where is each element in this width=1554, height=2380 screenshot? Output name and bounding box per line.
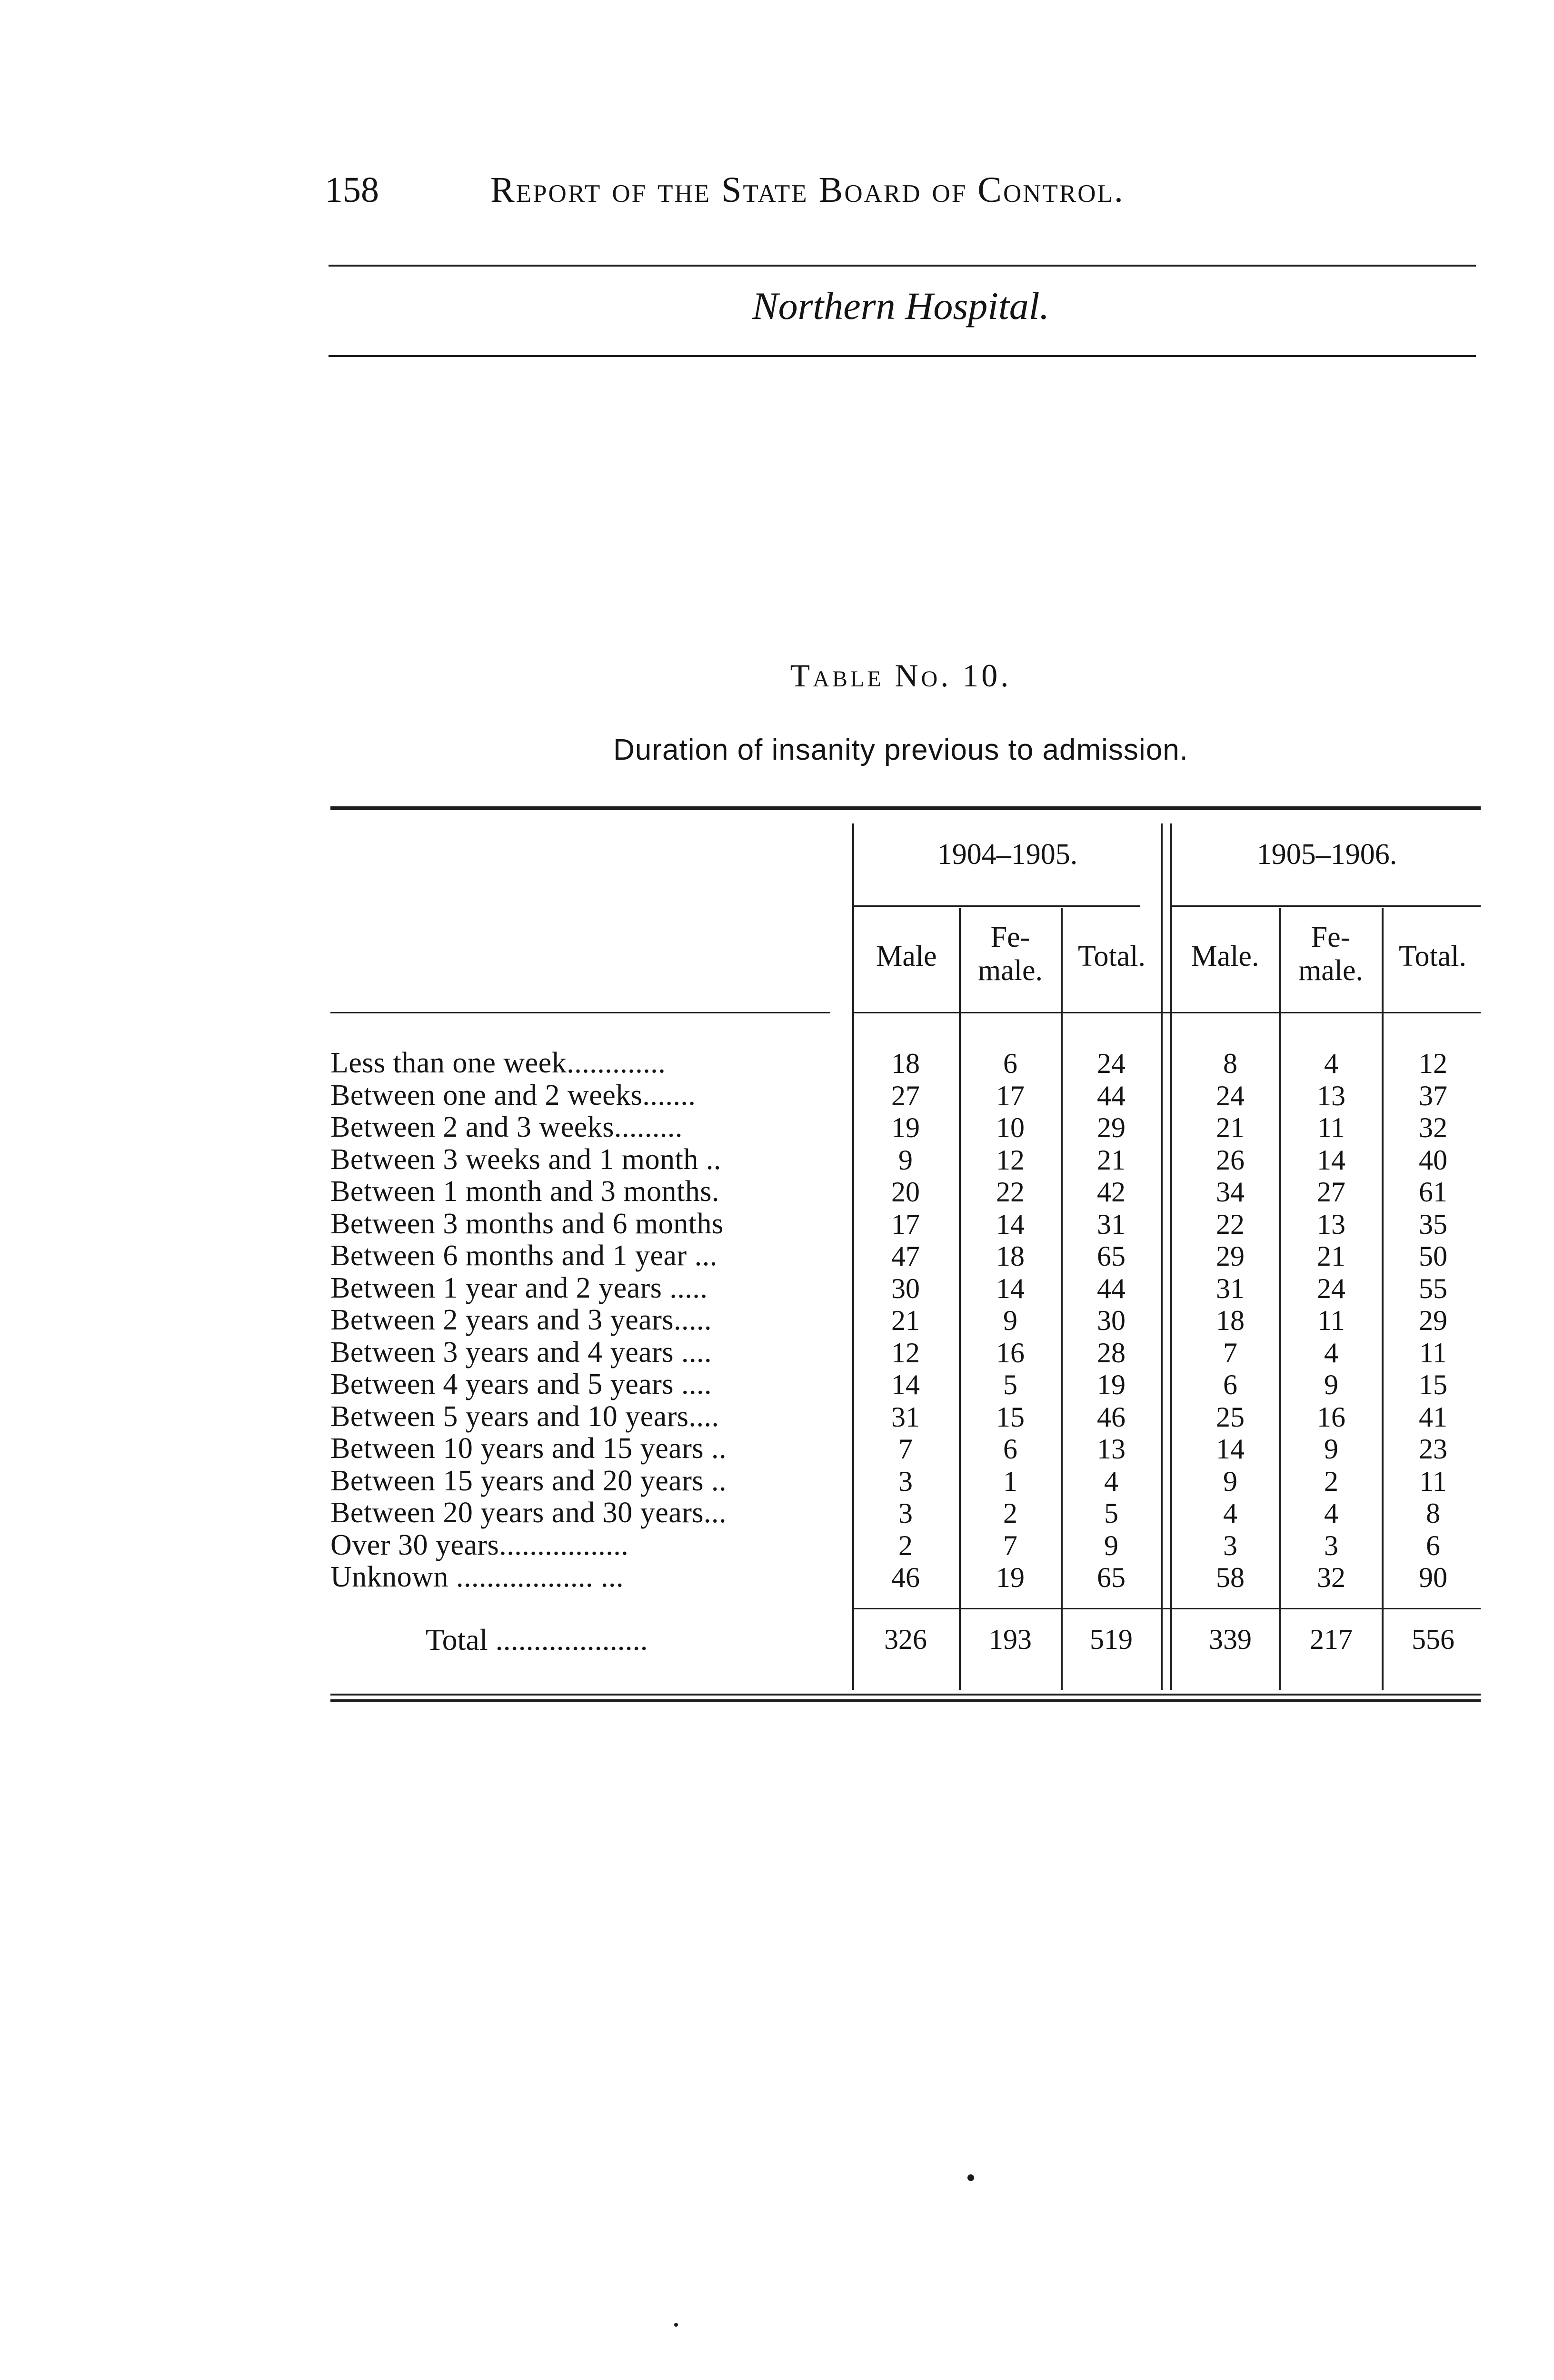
table-cell: 21 [891, 1305, 920, 1336]
table-cell: 37 [1419, 1080, 1447, 1111]
table-cell: 8 [1426, 1497, 1440, 1529]
table-cell: 24 [1097, 1048, 1126, 1079]
table-cell: 5 [1104, 1497, 1118, 1529]
table-cell: 55 [1419, 1272, 1447, 1304]
table-cell: 47 [891, 1240, 920, 1272]
table-cell: 13 [1317, 1080, 1345, 1111]
table-cell: 5 [1003, 1369, 1017, 1400]
table-cell: 19 [996, 1562, 1025, 1593]
table-cell: 2 [1003, 1497, 1017, 1529]
table-caption: Duration of insanity previous to admission. [613, 734, 1188, 766]
table-cell: 27 [891, 1080, 920, 1111]
table-row-label: Between 5 years and 10 years.... [330, 1400, 719, 1433]
table-cell: 31 [891, 1401, 920, 1433]
table-row-label: Between 3 years and 4 years .... [330, 1336, 712, 1368]
table-cell: 29 [1419, 1305, 1447, 1336]
table-cell: 46 [891, 1562, 920, 1593]
table-cell: 20 [891, 1176, 920, 1208]
table-cell: 18 [996, 1240, 1025, 1272]
table-row-label: Between 15 years and 20 years .. [330, 1464, 727, 1497]
table-cell: 10 [996, 1112, 1025, 1143]
table-cell: 18 [1216, 1305, 1245, 1336]
table-cell: 21 [1097, 1144, 1126, 1176]
table-cell: 58 [1216, 1562, 1245, 1593]
column-header-total: Total. [1077, 940, 1146, 972]
total-cell: 193 [989, 1624, 1032, 1655]
table-cell: 9 [1324, 1369, 1338, 1400]
table-cell: 7 [1223, 1337, 1237, 1368]
table-cell: 21 [1216, 1112, 1245, 1143]
column-divider [852, 823, 854, 1690]
column-header-total: Total. [1398, 940, 1466, 972]
table-cell: 4 [1324, 1497, 1338, 1529]
table-cell: 18 [891, 1048, 920, 1079]
total-rule [854, 1608, 1481, 1609]
table-cell: 13 [1097, 1433, 1126, 1465]
column-header-male: Male. [1191, 940, 1259, 972]
table-cell: 3 [898, 1465, 913, 1497]
column-header-female: Fe- male. [1298, 921, 1363, 987]
column-header-male: Male [876, 940, 937, 972]
table-cell: 7 [898, 1433, 913, 1465]
running-title: Report of the State Board of Control. [490, 170, 1125, 210]
table-bottom-rule [330, 1694, 1481, 1696]
column-divider [1161, 823, 1163, 1690]
table-cell: 35 [1419, 1208, 1447, 1240]
table-cell: 31 [1216, 1272, 1245, 1304]
table-cell: 1 [1003, 1465, 1017, 1497]
table-cell: 19 [891, 1112, 920, 1143]
table-cell: 24 [1317, 1272, 1345, 1304]
table-row-label: Between 3 weeks and 1 month .. [330, 1143, 721, 1176]
table-cell: 8 [1223, 1048, 1237, 1079]
table-cell: 7 [1003, 1529, 1017, 1561]
table-cell: 12 [1419, 1048, 1447, 1079]
table-row-label: Between 3 months and 6 months [330, 1207, 724, 1240]
table-row-label: Unknown .................. ... [330, 1561, 624, 1593]
table-cell: 9 [1104, 1529, 1118, 1561]
table-cell: 11 [1317, 1112, 1345, 1143]
column-divider [1382, 908, 1384, 1690]
table-cell: 40 [1419, 1144, 1447, 1176]
table-cell: 11 [1419, 1465, 1447, 1497]
column-divider [1061, 908, 1063, 1690]
table-row-label: Between 2 years and 3 years..... [330, 1304, 712, 1336]
table-row-label: Between one and 2 weeks....... [330, 1079, 696, 1111]
table-cell: 14 [891, 1369, 920, 1400]
table-cell: 9 [1223, 1465, 1237, 1497]
column-divider [1279, 908, 1281, 1690]
ink-speck [967, 2174, 974, 2181]
table-cell: 44 [1097, 1272, 1126, 1304]
table-cell: 2 [898, 1529, 913, 1561]
total-cell: 519 [1090, 1624, 1133, 1655]
table-row-label: Between 1 month and 3 months. [330, 1175, 719, 1208]
table-cell: 14 [996, 1208, 1025, 1240]
total-cell: 326 [884, 1624, 927, 1655]
table-row-label: Between 6 months and 1 year ... [330, 1240, 717, 1272]
table-row-label: Over 30 years................. [330, 1528, 629, 1561]
period-header-1904-1905: 1904–1905. [937, 838, 1078, 871]
table-cell: 27 [1317, 1176, 1345, 1208]
table-cell: 15 [1419, 1369, 1447, 1400]
table-cell: 17 [996, 1080, 1025, 1111]
table-cell: 14 [1216, 1433, 1245, 1465]
table-cell: 6 [1003, 1433, 1017, 1465]
table-cell: 65 [1097, 1562, 1126, 1593]
header-rule-top [329, 265, 1476, 267]
table-cell: 29 [1097, 1112, 1126, 1143]
section-title: Northern Hospital. [752, 284, 1050, 327]
header-bottom-rule [854, 1012, 1481, 1013]
table-bottom-rule [330, 1699, 1481, 1702]
table-cell: 4 [1324, 1048, 1338, 1079]
table-cell: 9 [898, 1144, 913, 1176]
table-cell: 28 [1097, 1337, 1126, 1368]
total-cell: 217 [1310, 1624, 1353, 1655]
table-top-rule [330, 806, 1481, 810]
table-cell: 25 [1216, 1401, 1245, 1433]
table-row-label: Between 20 years and 30 years... [330, 1497, 727, 1529]
table-cell: 31 [1097, 1208, 1126, 1240]
table-cell: 6 [1003, 1048, 1017, 1079]
table-cell: 4 [1324, 1337, 1338, 1368]
table-cell: 14 [1317, 1144, 1345, 1176]
table-cell: 90 [1419, 1562, 1447, 1593]
table-cell: 3 [1223, 1529, 1237, 1561]
table-cell: 4 [1104, 1465, 1118, 1497]
page-number: 158 [325, 170, 379, 210]
table-cell: 32 [1419, 1112, 1447, 1143]
table-cell: 6 [1223, 1369, 1237, 1400]
table-cell: 9 [1324, 1433, 1338, 1465]
table-row-label: Less than one week............. [330, 1047, 666, 1079]
table-cell: 29 [1216, 1240, 1245, 1272]
period-rule [854, 905, 1140, 907]
table-cell: 9 [1003, 1305, 1017, 1336]
table-cell: 65 [1097, 1240, 1126, 1272]
total-cell: 556 [1412, 1624, 1454, 1655]
table-cell: 22 [1216, 1208, 1245, 1240]
table-cell: 32 [1317, 1562, 1345, 1593]
table-row-label: Between 10 years and 15 years .. [330, 1432, 727, 1465]
table-cell: 26 [1216, 1144, 1245, 1176]
table-cell: 14 [996, 1272, 1025, 1304]
table-cell: 4 [1223, 1497, 1237, 1529]
table-cell: 15 [996, 1401, 1025, 1433]
table-cell: 3 [898, 1497, 913, 1529]
table-cell: 12 [996, 1144, 1025, 1176]
total-cell: 339 [1209, 1624, 1252, 1655]
table-cell: 23 [1419, 1433, 1447, 1465]
table-cell: 42 [1097, 1176, 1126, 1208]
table-cell: 30 [1097, 1305, 1126, 1336]
table-cell: 11 [1419, 1337, 1447, 1368]
table-cell: 22 [996, 1176, 1025, 1208]
table-cell: 44 [1097, 1080, 1126, 1111]
table-cell: 21 [1317, 1240, 1345, 1272]
table-cell: 13 [1317, 1208, 1345, 1240]
table-cell: 50 [1419, 1240, 1447, 1272]
ink-speck [674, 2323, 678, 2327]
table-cell: 6 [1426, 1529, 1440, 1561]
table-cell: 17 [891, 1208, 920, 1240]
table-cell: 46 [1097, 1401, 1126, 1433]
table-cell: 2 [1324, 1465, 1338, 1497]
column-header-female: Fe- male. [978, 921, 1043, 987]
table-number: Table No. 10. [790, 657, 1012, 694]
table-cell: 19 [1097, 1369, 1126, 1400]
table-row-label: Between 4 years and 5 years .... [330, 1368, 712, 1400]
table-cell: 11 [1317, 1305, 1345, 1336]
period-rule [1172, 905, 1481, 907]
table-cell: 12 [891, 1337, 920, 1368]
total-row-label: Total .................... [426, 1623, 648, 1656]
table-row-label: Between 1 year and 2 years ..... [330, 1271, 708, 1304]
table-cell: 61 [1419, 1176, 1447, 1208]
table-cell: 16 [996, 1337, 1025, 1368]
table-cell: 24 [1216, 1080, 1245, 1111]
header-bottom-rule [330, 1012, 830, 1013]
table-cell: 30 [891, 1272, 920, 1304]
period-header-1905-1906: 1905–1906. [1256, 838, 1397, 871]
header-rule-bottom [329, 355, 1476, 357]
table-cell: 3 [1324, 1529, 1338, 1561]
table-cell: 41 [1419, 1401, 1447, 1433]
table-cell: 16 [1317, 1401, 1345, 1433]
table-cell: 34 [1216, 1176, 1245, 1208]
column-divider [959, 908, 961, 1690]
table-row-label: Between 2 and 3 weeks......... [330, 1111, 683, 1143]
